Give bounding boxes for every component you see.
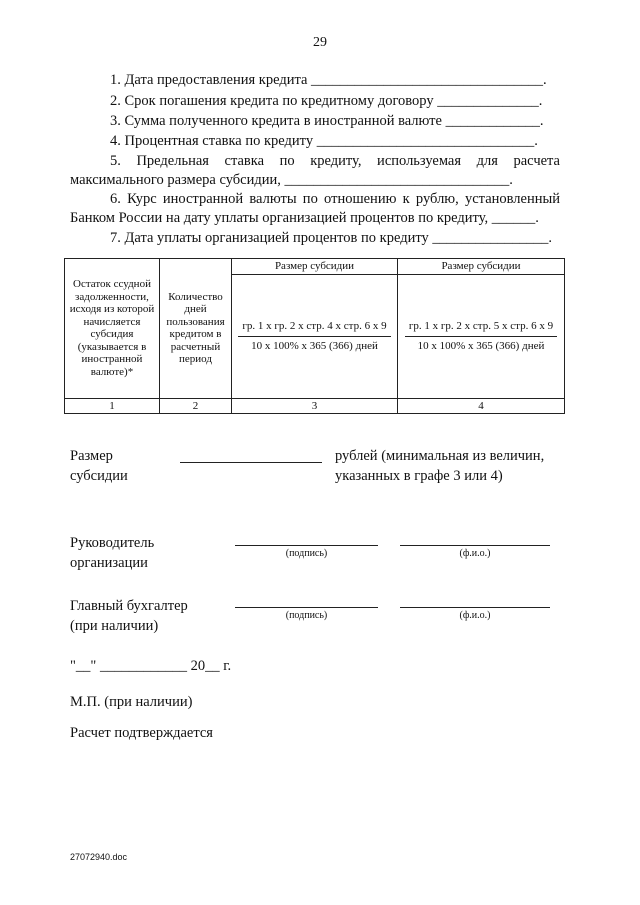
subsidy-amount-line bbox=[180, 462, 322, 463]
col4-denominator: 10 х 100% х 365 (366) дней bbox=[417, 339, 545, 352]
item-1: 1. Дата предоставления кредита ________________________________. bbox=[110, 72, 547, 88]
accountant-label: Главный бухгалтер (при наличии) bbox=[70, 598, 188, 634]
item-6-line-1: 6. Курс иностранной валюты по отношению к рублю, установленный bbox=[110, 191, 560, 207]
col4-formula bbox=[398, 274, 565, 398]
item-2: 2. Срок погашения кредита по кредитному договору ______________. bbox=[110, 93, 543, 109]
head-name-line bbox=[400, 545, 550, 546]
subsidy-calculation-table bbox=[64, 258, 565, 414]
accountant-name-line bbox=[400, 607, 550, 608]
accountant-signature-caption: (подпись) bbox=[285, 610, 328, 621]
item-5-line-2: максимального размера субсидии, _______________________________. bbox=[70, 172, 513, 188]
col1-header: Остаток ссудной задолженности, исходя из которой начисляется субсидия (указывается в иностранной валюте)* bbox=[65, 259, 160, 399]
accountant-signature-line bbox=[235, 607, 378, 608]
date-line: "__" ____________ 20__ г. bbox=[70, 658, 232, 674]
col-number-3: 3 bbox=[232, 398, 398, 414]
stamp-label: М.П. (при наличии) bbox=[70, 694, 193, 710]
col3-formula bbox=[232, 274, 398, 398]
col2-header: Количество дней пользования кредитом в расчетный период bbox=[160, 259, 232, 399]
document-id: 27072940.doc bbox=[70, 852, 128, 862]
item-5-line-1: 5. Предельная ставка по кредиту, используемая для расчета bbox=[110, 153, 560, 169]
col-number-1: 1 bbox=[65, 398, 160, 414]
head-name-caption: (ф.и.о.) bbox=[459, 548, 491, 559]
head-signature-line bbox=[235, 545, 378, 546]
subsidy-label: Размер субсидии bbox=[70, 448, 128, 484]
col3-numerator: гр. 1 х гр. 2 х стр. 4 х стр. 6 х 9 bbox=[238, 320, 390, 337]
item-3: 3. Сумма полученного кредита в иностранной валюте _____________. bbox=[110, 113, 544, 129]
item-7: 7. Дата уплаты организацией процентов по кредиту ________________. bbox=[110, 230, 552, 246]
accountant-name-caption: (ф.и.о.) bbox=[459, 610, 491, 621]
head-label: Руководитель организации bbox=[70, 535, 155, 571]
col-number-4: 4 bbox=[398, 398, 565, 414]
col4-numerator: гр. 1 х гр. 2 х стр. 5 х стр. 6 х 9 bbox=[405, 320, 557, 337]
head-signature-caption: (подпись) bbox=[285, 548, 328, 559]
subsidy-note: рублей (минимальная из величин, указанных в графе 3 или 4) bbox=[335, 448, 545, 484]
item-6-line-2: Банком России на дату уплаты организацией процентов по кредиту, ______. bbox=[70, 210, 539, 226]
col4-header: Размер субсидии bbox=[398, 259, 565, 275]
col3-header: Размер субсидии bbox=[232, 259, 398, 275]
page-number: 29 bbox=[313, 35, 327, 50]
col3-denominator: 10 х 100% х 365 (366) дней bbox=[251, 339, 378, 352]
item-4: 4. Процентная ставка по кредиту ______________________________. bbox=[110, 133, 538, 149]
confirmation-label: Расчет подтверждается bbox=[70, 725, 213, 741]
col-number-2: 2 bbox=[160, 398, 232, 414]
